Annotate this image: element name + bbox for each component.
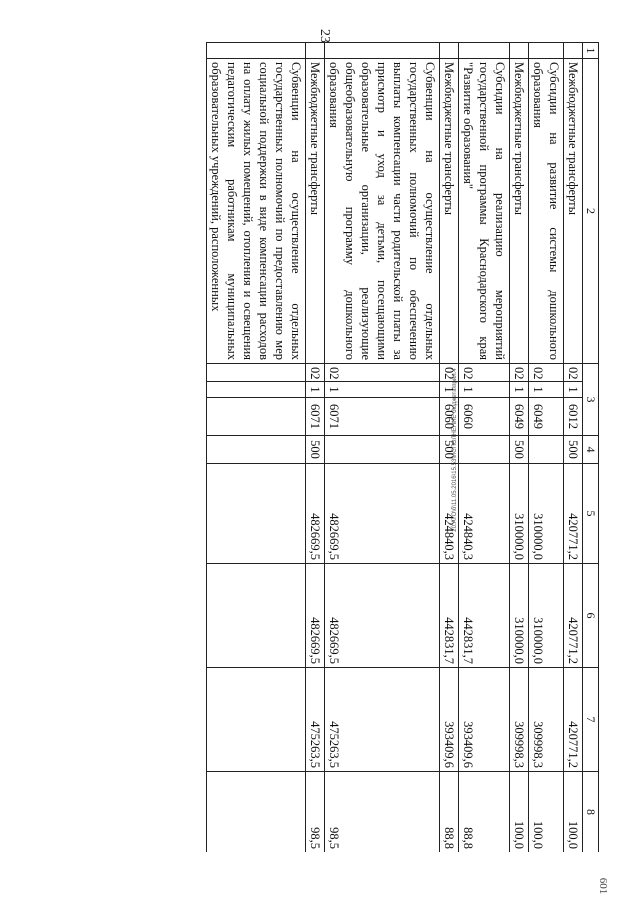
page-number: 23 bbox=[317, 29, 332, 43]
table-row bbox=[306, 43, 325, 853]
row-index-cell bbox=[325, 43, 440, 59]
row-col8: 88,8 bbox=[440, 772, 459, 852]
row-col7: 420771,2 bbox=[564, 668, 583, 772]
row-name: Субсидии на развитие системы дошкольного образования bbox=[529, 59, 564, 364]
row-index-cell bbox=[529, 43, 564, 59]
row-vr: 500 bbox=[440, 436, 459, 464]
row-pr: 1 bbox=[325, 382, 440, 398]
row-csr: 6060 bbox=[459, 398, 510, 436]
row-name: Субвенции на осуществление отдельных государственных полномочий по обеспечению выплаты компенсации части родительской платы за присмотр и уход за детьми, посещающими образовательные организации, реализующие общеобразовательную программу дошкольного образования bbox=[325, 59, 440, 364]
row-name: Субсидии на реализацию мероприятий государственной программы Краснодарского края "Развитие образования" bbox=[459, 59, 510, 364]
row-col5: 310000,0 bbox=[510, 464, 529, 564]
row-col6: 442831,7 bbox=[440, 564, 459, 668]
row-col7: 475263,5 bbox=[306, 668, 325, 772]
row-index-cell bbox=[564, 43, 583, 59]
corner-number: 601 bbox=[597, 877, 609, 895]
row-vr: 500 bbox=[564, 436, 583, 464]
margin-note: 20.АТО\б\11.05.2016\15.53\ИСПОЛНЕНИЕ бюджета\прил.4 bbox=[452, 368, 458, 532]
row-rz: 02 bbox=[440, 364, 459, 382]
row-rz: 02 bbox=[529, 364, 564, 382]
column-header-2: 2 bbox=[583, 59, 599, 364]
row-col6: 482669,5 bbox=[306, 564, 325, 668]
row-col5: 310000,0 bbox=[529, 464, 564, 564]
row-col7 bbox=[207, 668, 306, 772]
row-col8 bbox=[207, 772, 306, 852]
table-row bbox=[459, 43, 510, 853]
row-col6: 420771,2 bbox=[564, 564, 583, 668]
row-col5: 482669,5 bbox=[306, 464, 325, 564]
row-index-cell bbox=[459, 43, 510, 59]
row-col6: 310000,0 bbox=[510, 564, 529, 668]
row-index-cell bbox=[510, 43, 529, 59]
row-col8: 98,5 bbox=[306, 772, 325, 852]
column-header-4: 4 bbox=[583, 436, 599, 464]
row-col5: 424840,3 bbox=[440, 464, 459, 564]
row-col7: 309998,3 bbox=[529, 668, 564, 772]
row-name: Межбюджетные трансферты bbox=[306, 59, 325, 364]
row-col5: 482669,5 bbox=[325, 464, 440, 564]
row-col8: 88,8 bbox=[459, 772, 510, 852]
row-col8: 100,0 bbox=[510, 772, 529, 852]
row-name: Субвенции на осуществление отдельных государственных полномочий по предоставлению мер социальной поддержки в виде компенсации расходов на оплату жилых помещений, отопления и освещения педагогическим работникам муниципальных образовательных учреждений, расположенных bbox=[207, 59, 306, 364]
document-page bbox=[84, 42, 599, 852]
row-col7: 475263,5 bbox=[325, 668, 440, 772]
row-col6: 482669,5 bbox=[325, 564, 440, 668]
row-vr bbox=[529, 436, 564, 464]
row-vr bbox=[325, 436, 440, 464]
column-header-6: 6 bbox=[583, 564, 599, 668]
row-rz: 02 bbox=[325, 364, 440, 382]
row-pr: 1 bbox=[440, 382, 459, 398]
table-row bbox=[529, 43, 564, 853]
row-pr: 1 bbox=[306, 382, 325, 398]
row-pr: 1 bbox=[459, 382, 510, 398]
table-row bbox=[440, 43, 459, 853]
row-col8: 100,0 bbox=[529, 772, 564, 852]
row-col7: 309998,3 bbox=[510, 668, 529, 772]
row-col7: 393409,6 bbox=[459, 668, 510, 772]
table-row bbox=[325, 43, 440, 853]
row-csr: 6060 bbox=[440, 398, 459, 436]
row-csr bbox=[207, 398, 306, 436]
row-csr: 6049 bbox=[510, 398, 529, 436]
row-col6: 442831,7 bbox=[459, 564, 510, 668]
row-rz: 02 bbox=[564, 364, 583, 382]
row-csr: 6049 bbox=[529, 398, 564, 436]
row-rz bbox=[207, 364, 306, 382]
column-header-8: 8 bbox=[583, 772, 599, 852]
row-rz: 02 bbox=[306, 364, 325, 382]
row-vr bbox=[459, 436, 510, 464]
row-index-cell bbox=[306, 43, 325, 59]
row-pr: 1 bbox=[510, 382, 529, 398]
row-name: Межбюджетные трансферты bbox=[564, 59, 583, 364]
row-col6 bbox=[207, 564, 306, 668]
row-pr: 1 bbox=[564, 382, 583, 398]
row-col5: 424840,3 bbox=[459, 464, 510, 564]
table-row bbox=[207, 43, 306, 853]
row-index-cell bbox=[440, 43, 459, 59]
budget-table bbox=[206, 42, 599, 852]
row-csr: 6071 bbox=[325, 398, 440, 436]
row-col5: 420771,2 bbox=[564, 464, 583, 564]
row-csr: 6012 bbox=[564, 398, 583, 436]
row-col6: 310000,0 bbox=[529, 564, 564, 668]
row-vr: 500 bbox=[306, 436, 325, 464]
row-col8: 98,5 bbox=[325, 772, 440, 852]
header-row bbox=[583, 43, 599, 853]
column-header-7: 7 bbox=[583, 668, 599, 772]
row-pr bbox=[207, 382, 306, 398]
row-vr bbox=[207, 436, 306, 464]
row-col8: 100,0 bbox=[564, 772, 583, 852]
table-row bbox=[510, 43, 529, 853]
row-csr: 6071 bbox=[306, 398, 325, 436]
row-col7: 393409,6 bbox=[440, 668, 459, 772]
row-col5 bbox=[207, 464, 306, 564]
column-header-5: 5 bbox=[583, 464, 599, 564]
row-pr: 1 bbox=[529, 382, 564, 398]
row-rz: 02 bbox=[459, 364, 510, 382]
column-header-3: 3 bbox=[583, 364, 599, 436]
row-index-cell bbox=[207, 43, 306, 59]
row-name: Межбюджетные трансферты bbox=[510, 59, 529, 364]
row-name: Межбюджетные трансферты bbox=[440, 59, 459, 364]
column-header-1: 1 bbox=[583, 43, 599, 59]
table-row bbox=[564, 43, 583, 853]
rotated-table-container bbox=[84, 42, 599, 852]
row-rz: 02 bbox=[510, 364, 529, 382]
row-vr: 500 bbox=[510, 436, 529, 464]
